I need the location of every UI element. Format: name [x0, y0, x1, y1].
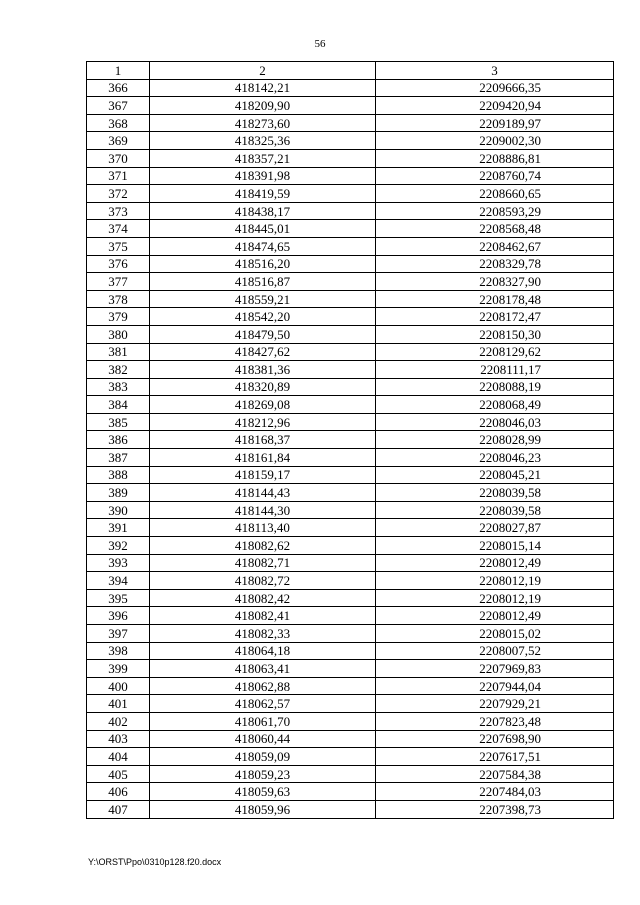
point-number-cell: 407	[87, 800, 150, 818]
table-header	[87, 62, 614, 80]
y-coordinate-cell: 2209002,30	[376, 132, 614, 150]
point-number-cell: 387	[87, 449, 150, 467]
y-coordinate-cell: 2208068,49	[376, 396, 614, 414]
y-coordinate-cell: 2207617,51	[376, 748, 614, 766]
table-row	[87, 114, 614, 132]
point-number-cell: 386	[87, 431, 150, 449]
x-coordinate-cell: 418273,60	[150, 114, 376, 132]
x-coordinate-cell: 418325,36	[150, 132, 376, 150]
x-coordinate-cell: 418062,88	[150, 677, 376, 695]
x-coordinate-cell: 418542,20	[150, 308, 376, 326]
y-coordinate-cell: 2208593,29	[376, 202, 614, 220]
point-number-cell: 396	[87, 607, 150, 625]
table-row	[87, 237, 614, 255]
point-number-cell: 368	[87, 114, 150, 132]
table-row	[87, 255, 614, 273]
table-row	[87, 572, 614, 590]
point-number-cell: 381	[87, 343, 150, 361]
y-coordinate-cell: 2208088,19	[376, 378, 614, 396]
x-coordinate-cell: 418062,57	[150, 695, 376, 713]
point-number-cell: 374	[87, 220, 150, 238]
x-coordinate-cell: 418159,17	[150, 466, 376, 484]
x-coordinate-cell: 418474,65	[150, 237, 376, 255]
x-coordinate-cell: 418357,21	[150, 149, 376, 167]
table-row	[87, 308, 614, 326]
table-row	[87, 97, 614, 115]
y-coordinate-cell: 2209420,94	[376, 97, 614, 115]
x-coordinate-cell: 418113,40	[150, 519, 376, 537]
table-row	[87, 273, 614, 291]
table-row	[87, 800, 614, 818]
table-row	[87, 519, 614, 537]
table-row	[87, 730, 614, 748]
table-row	[87, 431, 614, 449]
point-number-cell: 402	[87, 712, 150, 730]
y-coordinate-cell: 2208111,17	[376, 361, 614, 379]
table-row	[87, 449, 614, 467]
point-number-cell: 394	[87, 572, 150, 590]
point-number-cell: 376	[87, 255, 150, 273]
x-coordinate-cell: 418445,01	[150, 220, 376, 238]
point-number-cell: 393	[87, 554, 150, 572]
point-number-cell: 392	[87, 537, 150, 555]
table-row	[87, 396, 614, 414]
point-number-cell: 404	[87, 748, 150, 766]
x-coordinate-cell: 418144,30	[150, 501, 376, 519]
page-number: 56	[314, 38, 326, 50]
table-row	[87, 132, 614, 150]
x-coordinate-cell: 418516,20	[150, 255, 376, 273]
y-coordinate-cell: 2209666,35	[376, 79, 614, 97]
y-coordinate-cell: 2208039,58	[376, 484, 614, 502]
y-coordinate-cell: 2208012,19	[376, 589, 614, 607]
x-coordinate-cell: 418060,44	[150, 730, 376, 748]
point-number-cell: 372	[87, 185, 150, 203]
y-coordinate-cell: 2208329,78	[376, 255, 614, 273]
x-coordinate-cell: 418064,18	[150, 642, 376, 660]
y-coordinate-cell: 2208046,23	[376, 449, 614, 467]
table-row	[87, 607, 614, 625]
table-row	[87, 748, 614, 766]
point-number-cell: 379	[87, 308, 150, 326]
y-coordinate-cell: 2208012,49	[376, 607, 614, 625]
y-coordinate-cell: 2207698,90	[376, 730, 614, 748]
point-number-cell: 385	[87, 413, 150, 431]
point-number-cell: 375	[87, 237, 150, 255]
coordinates-table	[86, 61, 614, 819]
point-number-cell: 403	[87, 730, 150, 748]
y-coordinate-cell: 2208012,19	[376, 572, 614, 590]
table-row	[87, 677, 614, 695]
y-coordinate-cell: 2208007,52	[376, 642, 614, 660]
table-body	[87, 79, 614, 818]
x-coordinate-cell: 418082,33	[150, 625, 376, 643]
x-coordinate-cell: 418059,09	[150, 748, 376, 766]
x-coordinate-cell: 418144,43	[150, 484, 376, 502]
point-number-cell: 380	[87, 325, 150, 343]
point-number-cell: 371	[87, 167, 150, 185]
point-number-cell: 373	[87, 202, 150, 220]
y-coordinate-cell: 2208045,21	[376, 466, 614, 484]
point-number-cell: 384	[87, 396, 150, 414]
x-coordinate-cell: 418381,36	[150, 361, 376, 379]
point-number-cell: 401	[87, 695, 150, 713]
table-row	[87, 378, 614, 396]
table-row	[87, 660, 614, 678]
y-coordinate-cell: 2208172,47	[376, 308, 614, 326]
y-coordinate-cell: 2208015,02	[376, 625, 614, 643]
y-coordinate-cell: 2208760,74	[376, 167, 614, 185]
table-row	[87, 712, 614, 730]
table-row	[87, 220, 614, 238]
x-coordinate-cell: 418059,96	[150, 800, 376, 818]
column-header-1: 1	[87, 62, 150, 80]
y-coordinate-cell: 2208568,48	[376, 220, 614, 238]
table-row	[87, 625, 614, 643]
point-number-cell: 399	[87, 660, 150, 678]
y-coordinate-cell: 2207929,21	[376, 695, 614, 713]
table-row	[87, 554, 614, 572]
table-row	[87, 361, 614, 379]
table-row	[87, 765, 614, 783]
table-row	[87, 325, 614, 343]
x-coordinate-cell: 418391,98	[150, 167, 376, 185]
point-number-cell: 395	[87, 589, 150, 607]
y-coordinate-cell: 2207584,38	[376, 765, 614, 783]
table-row	[87, 642, 614, 660]
x-coordinate-cell: 418269,08	[150, 396, 376, 414]
table-row	[87, 343, 614, 361]
y-coordinate-cell: 2208178,48	[376, 290, 614, 308]
point-number-cell: 378	[87, 290, 150, 308]
point-number-cell: 377	[87, 273, 150, 291]
point-number-cell: 383	[87, 378, 150, 396]
point-number-cell: 400	[87, 677, 150, 695]
table-row	[87, 783, 614, 801]
x-coordinate-cell: 418168,37	[150, 431, 376, 449]
x-coordinate-cell: 418479,50	[150, 325, 376, 343]
x-coordinate-cell: 418161,84	[150, 449, 376, 467]
point-number-cell: 369	[87, 132, 150, 150]
y-coordinate-cell: 2208150,30	[376, 325, 614, 343]
x-coordinate-cell: 418059,63	[150, 783, 376, 801]
x-coordinate-cell: 418438,17	[150, 202, 376, 220]
point-number-cell: 370	[87, 149, 150, 167]
point-number-cell: 388	[87, 466, 150, 484]
y-coordinate-cell: 2208027,87	[376, 519, 614, 537]
y-coordinate-cell: 2208039,58	[376, 501, 614, 519]
y-coordinate-cell: 2208462,67	[376, 237, 614, 255]
y-coordinate-cell: 2208660,65	[376, 185, 614, 203]
column-header-2: 2	[150, 62, 376, 80]
y-coordinate-cell: 2208012,49	[376, 554, 614, 572]
point-number-cell: 390	[87, 501, 150, 519]
table-row	[87, 185, 614, 203]
table-row	[87, 501, 614, 519]
table-row	[87, 537, 614, 555]
x-coordinate-cell: 418082,72	[150, 572, 376, 590]
table-row	[87, 290, 614, 308]
x-coordinate-cell: 418059,23	[150, 765, 376, 783]
point-number-cell: 406	[87, 783, 150, 801]
x-coordinate-cell: 418209,90	[150, 97, 376, 115]
table-header-row	[87, 62, 614, 80]
y-coordinate-cell: 2208129,62	[376, 343, 614, 361]
y-coordinate-cell: 2207484,03	[376, 783, 614, 801]
x-coordinate-cell: 418427,62	[150, 343, 376, 361]
table-row	[87, 466, 614, 484]
x-coordinate-cell: 418082,62	[150, 537, 376, 555]
x-coordinate-cell: 418082,41	[150, 607, 376, 625]
y-coordinate-cell: 2209189,97	[376, 114, 614, 132]
x-coordinate-cell: 418061,70	[150, 712, 376, 730]
point-number-cell: 366	[87, 79, 150, 97]
table-row	[87, 202, 614, 220]
y-coordinate-cell: 2207969,83	[376, 660, 614, 678]
y-coordinate-cell: 2207944,04	[376, 677, 614, 695]
x-coordinate-cell: 418212,96	[150, 413, 376, 431]
y-coordinate-cell: 2208886,81	[376, 149, 614, 167]
x-coordinate-cell: 418142,21	[150, 79, 376, 97]
y-coordinate-cell: 2207398,73	[376, 800, 614, 818]
x-coordinate-cell: 418082,42	[150, 589, 376, 607]
table-row	[87, 149, 614, 167]
point-number-cell: 391	[87, 519, 150, 537]
x-coordinate-cell: 418082,71	[150, 554, 376, 572]
table-row	[87, 484, 614, 502]
x-coordinate-cell: 418063,41	[150, 660, 376, 678]
x-coordinate-cell: 418419,59	[150, 185, 376, 203]
y-coordinate-cell: 2208028,99	[376, 431, 614, 449]
y-coordinate-cell: 2207823,48	[376, 712, 614, 730]
x-coordinate-cell: 418516,87	[150, 273, 376, 291]
table-row	[87, 589, 614, 607]
point-number-cell: 397	[87, 625, 150, 643]
y-coordinate-cell: 2208327,90	[376, 273, 614, 291]
x-coordinate-cell: 418320,89	[150, 378, 376, 396]
point-number-cell: 382	[87, 361, 150, 379]
table-row	[87, 167, 614, 185]
table-row	[87, 79, 614, 97]
y-coordinate-cell: 2208046,03	[376, 413, 614, 431]
point-number-cell: 398	[87, 642, 150, 660]
point-number-cell: 367	[87, 97, 150, 115]
x-coordinate-cell: 418559,21	[150, 290, 376, 308]
column-header-3: 3	[376, 62, 614, 80]
table-row	[87, 695, 614, 713]
y-coordinate-cell: 2208015,14	[376, 537, 614, 555]
point-number-cell: 405	[87, 765, 150, 783]
footer-file-path: Y:\ORST\Ppo\0310p128.f20.docx	[88, 857, 222, 867]
table-row	[87, 413, 614, 431]
point-number-cell: 389	[87, 484, 150, 502]
